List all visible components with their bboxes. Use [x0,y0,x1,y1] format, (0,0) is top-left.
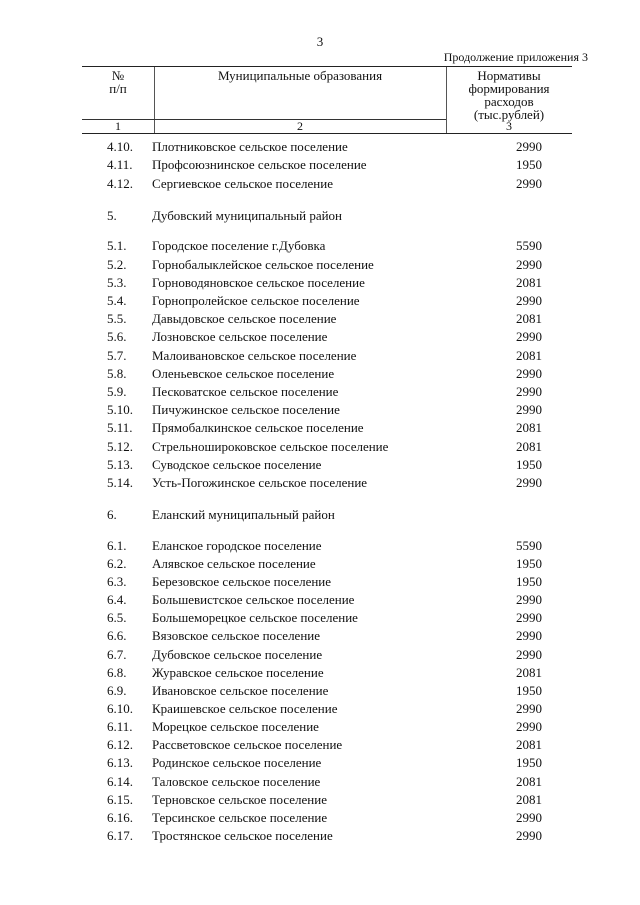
table-row [0,682,640,700]
row-value: 2990 [516,719,542,734]
row-name: Журавское сельское поселение [152,665,324,680]
district-heading-row [0,506,640,524]
row-number: 4.10. [107,139,133,154]
row-value: 2990 [516,257,542,272]
row-name: Плотниковское сельское поселение [152,139,348,154]
row-value: 2990 [516,402,542,417]
row-name: Алявское сельское поселение [152,556,316,571]
table-row [0,718,640,736]
table-row [0,365,640,383]
row-value: 2990 [516,810,542,825]
row-name: Еланский муниципальный район [152,507,335,522]
row-number: 6.11. [107,719,133,734]
row-name: Морецкое сельское поселение [152,719,319,734]
row-name: Стрельноширoковское сельское поселение [152,439,389,454]
table-row [0,773,640,791]
row-name: Суводское сельское поселение [152,457,322,472]
row-number: 5.2. [107,257,127,272]
table-row [0,456,640,474]
row-name: Усть-Погожинское сельское поселение [152,475,368,490]
row-number: 6.2. [107,556,127,571]
row-name: Профсоюзнинское сельское поселение [152,157,367,172]
continuation-note: Продолжение приложения 3 [443,50,588,64]
row-name: Горнобалыклейское сельское поселение [152,257,374,272]
table-row [0,383,640,401]
table-row [0,237,640,255]
row-value: 2081 [516,774,542,789]
table-row [0,827,640,845]
row-number: 6.15. [107,792,133,807]
row-name: Горноводяновское сельское поселение [152,275,365,290]
row-value: 2990 [516,475,542,490]
row-value: 2990 [516,329,542,344]
row-number: 5.13. [107,457,133,472]
row-number: 5.1. [107,238,127,253]
row-name: Горнопролейское сельское поселение [152,293,360,308]
row-value: 2081 [516,737,542,752]
row-name: Большевистское сельское поселение [152,592,355,607]
header-number-label: № п/п [109,68,127,96]
table-row [0,736,640,754]
row-name: Песковатское сельское поселение [152,384,339,399]
row-number: 5.6. [107,329,127,344]
row-number: 6.9. [107,683,127,698]
table-row [0,700,640,718]
row-number: 4.12. [107,176,133,191]
row-number: 6.8. [107,665,127,680]
header-col-value [446,67,572,133]
row-name: Родинское сельское поселение [152,755,322,770]
row-value: 2081 [516,420,542,435]
row-number: 5.7. [107,348,127,363]
row-name: Прямобалкинское сельское поселение [152,420,364,435]
row-number: 6.16. [107,810,133,825]
row-number: 5.10. [107,402,133,417]
row-number: 4.11. [107,157,133,172]
row-number: 6.10. [107,701,133,716]
row-name: Терсинское сельское поселение [152,810,328,825]
row-value: 2990 [516,176,542,191]
row-value: 2990 [516,366,542,381]
row-name: Сергиевское сельское поселение [152,176,333,191]
row-number: 5.9. [107,384,127,399]
row-name: Рассветовское сельское поселение [152,737,343,752]
header-col-index-1: 1 [115,119,121,133]
row-name: Тростянское сельское поселение [152,828,333,843]
row-name: Городское поселение г.Дубовка [152,238,326,253]
row-number: 5.5. [107,311,127,326]
row-value: 1950 [516,457,542,472]
row-name: Краишевское сельское поселение [152,701,338,716]
row-value: 5590 [516,238,542,253]
row-name: Дубовский муниципальный район [152,208,343,223]
table-row [0,537,640,555]
row-value: 1950 [516,574,542,589]
table-row [0,591,640,609]
row-value: 1950 [516,683,542,698]
row-name: Малоивановское сельское поселение [152,348,357,363]
row-number: 6. [107,507,117,522]
row-value: 2990 [516,828,542,843]
row-value: 2081 [516,665,542,680]
row-name: Таловское сельское поселение [152,774,321,789]
table-row [0,627,640,645]
row-name: Березовское сельское поселение [152,574,332,589]
table-row [0,754,640,772]
row-number: 5.4. [107,293,127,308]
table-row [0,791,640,809]
table-row [0,274,640,292]
row-name: Лозновское сельское поселение [152,329,328,344]
table-row [0,347,640,365]
row-number: 6.3. [107,574,127,589]
row-value: 2990 [516,139,542,154]
row-value: 2990 [516,610,542,625]
row-name: Давыдовское сельское поселение [152,311,337,326]
header-col-number [82,67,155,133]
row-value: 1950 [516,157,542,172]
header-col-index-3: 3 [506,119,512,133]
row-name: Вязовское сельское поселение [152,628,321,643]
row-name: Пичужинское сельское поселение [152,402,340,417]
row-name: Оленьевское сельское поселение [152,366,335,381]
row-value: 1950 [516,556,542,571]
table-row [0,646,640,664]
row-name: Еланское городское поселение [152,538,322,553]
district-heading-row [0,207,640,225]
row-value: 5590 [516,538,542,553]
row-value: 2990 [516,592,542,607]
row-name: Терновское сельское поселение [152,792,327,807]
row-number: 5.11. [107,420,133,435]
header-value-label: Нормативы формирования расходов (тыс.рублей) [468,68,550,122]
row-value: 2990 [516,701,542,716]
table-row [0,419,640,437]
table-row [0,292,640,310]
table-row [0,175,640,193]
row-number: 5.3. [107,275,127,290]
table-header [82,66,572,134]
row-number: 6.4. [107,592,127,607]
row-number: 6.5. [107,610,127,625]
row-number: 5. [107,208,117,223]
row-value: 2081 [516,348,542,363]
row-name: Дубовское сельское поселение [152,647,323,662]
row-number: 6.14. [107,774,133,789]
row-value: 2081 [516,439,542,454]
row-value: 2990 [516,293,542,308]
row-number: 6.6. [107,628,127,643]
table-row [0,555,640,573]
row-number: 5.14. [107,475,133,490]
page-number: 3 [316,34,324,49]
header-col-index-2: 2 [297,119,303,133]
row-value: 2081 [516,311,542,326]
table-row [0,401,640,419]
row-value: 1950 [516,755,542,770]
table-row [0,573,640,591]
row-number: 6.17. [107,828,133,843]
row-number: 6.7. [107,647,127,662]
row-number: 5.8. [107,366,127,381]
header-col-name [154,67,447,133]
table-row [0,328,640,346]
table-row [0,138,640,156]
row-value: 2990 [516,628,542,643]
table-row [0,256,640,274]
header-name-label: Муниципальные образования [217,68,383,83]
row-number: 6.13. [107,755,133,770]
table-row [0,664,640,682]
row-number: 6.12. [107,737,133,752]
row-value: 2081 [516,275,542,290]
table-row [0,156,640,174]
table-row [0,609,640,627]
table-row [0,438,640,456]
table-row [0,310,640,328]
row-name: Ивановское сельское поселение [152,683,329,698]
table-row [0,474,640,492]
table-row [0,809,640,827]
row-name: Большеморецкое сельское поселение [152,610,358,625]
row-value: 2081 [516,792,542,807]
row-number: 5.12. [107,439,133,454]
row-value: 2990 [516,647,542,662]
row-value: 2990 [516,384,542,399]
row-number: 6.1. [107,538,127,553]
